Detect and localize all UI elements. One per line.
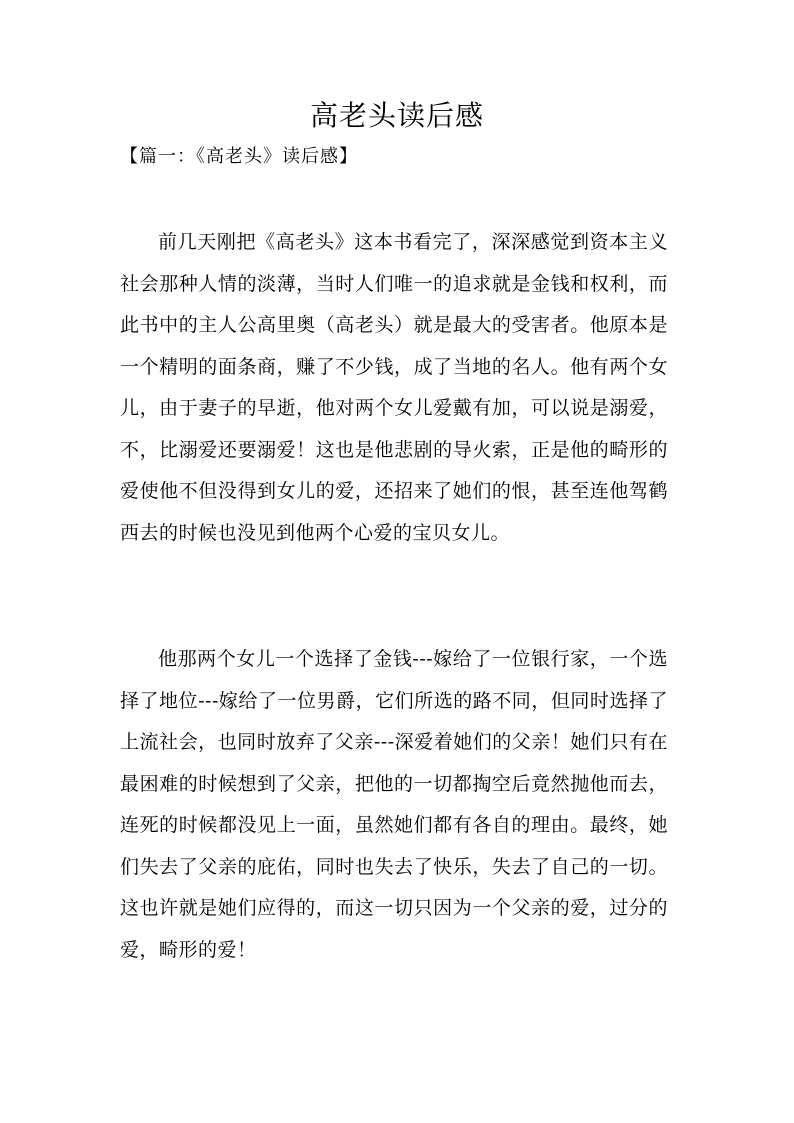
section-heading: 【篇一：《高老头》读后感】 <box>120 146 358 167</box>
paragraph-1: 前几天刚把《高老头》这本书看完了，深深感觉到资本主义社会那种人情的淡薄，当时人们唯一的追求就是金钱和权利，而此书中的主人公高里奥（高老头）就是最大的受害者。他原本是一个精明的面条商，赚了不少钱，成了当地的名人。他有两个女儿，由于妻子的早逝，他对两个女儿爱戴有加，可以说是溺爱，不，比溺爱还要溺爱！这也是他悲剧的导火索，正是他的畸形的爱使他不但没得到女儿的爱，还招来了她们的恨，甚至连他驾鹤西去的时候也没见到他两个心爱的宝贝女儿。 <box>120 231 668 544</box>
document-title: 高老头读后感 <box>309 99 484 132</box>
paragraph-2: 他那两个女儿一个选择了金钱---嫁给了一位银行家，一个选择了地位---嫁给了一位男爵，它们所选的路不同，但同时选择了上流社会，也同时放弃了父亲---深爱着她们的父亲！她们只有在最困难的时候想到了父亲，把他的一切都掏空后竟然抛他而去，连死的时候都没见上一面，虽然她们都有各自的理由。最终，她们失去了父亲的庇佑，同时也失去了快乐，失去了自己的一切。这也许就是她们应得的，而这一切只因为一个父亲的爱，过分的爱，畸形的爱！ <box>120 648 668 961</box>
